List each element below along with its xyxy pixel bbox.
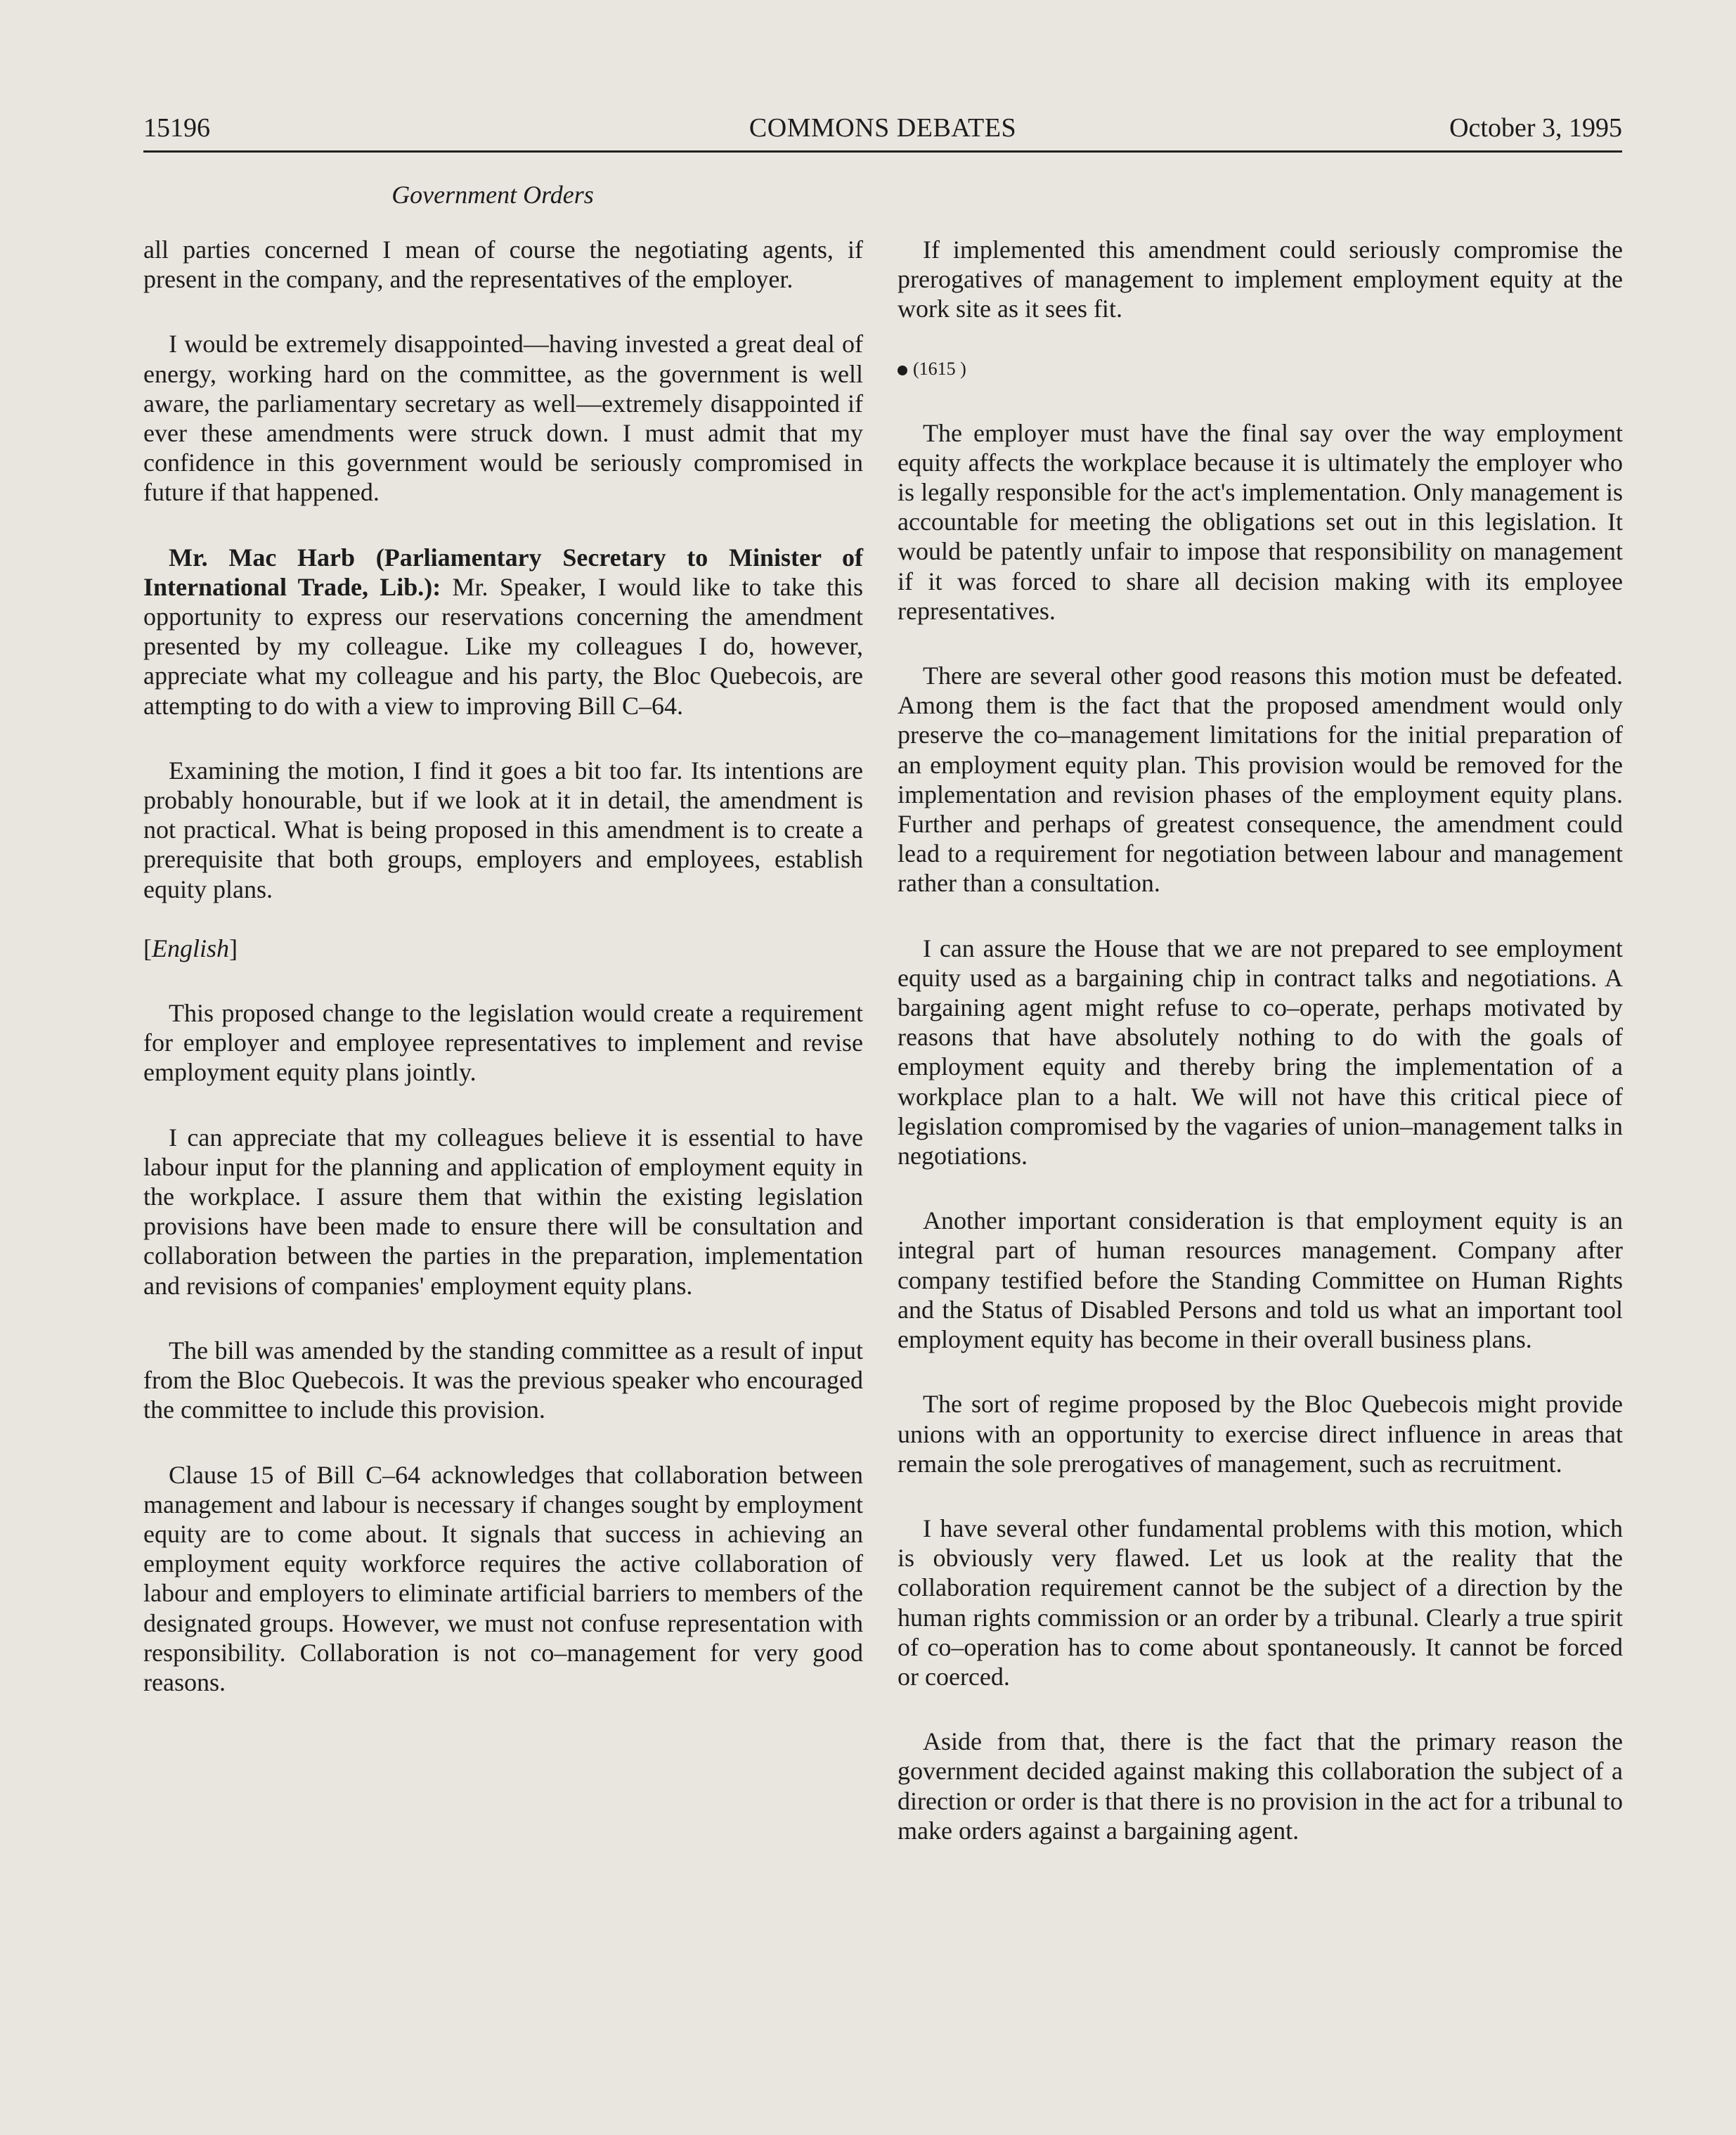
time-marker <box>898 355 1623 383</box>
bullet-icon <box>898 366 907 375</box>
paragraph: The sort of regime proposed by the Bloc Quebecois might provide unions with an opportunity to exercise direct influence in areas that remain the sole prerogatives of management, such as recruitment. <box>898 1390 1623 1478</box>
paragraph: The bill was amended by the standing committee as a result of input from the Bloc Quebecois. It was the previous speaker who encouraged the committee to include this provision. <box>143 1336 863 1424</box>
speech-text: Mr. Speaker, I would like to take this opportunity to express our reservations concerning the amendment presented by my colleague. Like my colleagues I do, however, appreciate what my colleague and his party, the Bloc Quebecois, are attempting to do with a view to improving Bill C–64. <box>143 572 863 720</box>
page-number: 15196 <box>143 113 210 143</box>
paragraph: Another important consideration is that employment equity is an integral part of human resources management. Company after company testified before the Standing Committee on Human Rights and the Status of Disabled Persons and told us what an important tool employment equity has become in their overall business plans. <box>898 1206 1623 1354</box>
paragraph: Examining the motion, I find it goes a bit too far. Its intentions are probably honourable, but if we look at it in detail, the amendment is not practical. What is being proposed in this amendment is to create a prerequisite that both groups, employers and employees, establish equity plans. <box>143 756 863 903</box>
left-column <box>143 235 863 1697</box>
right-column <box>898 235 1623 1845</box>
bracket: ] <box>229 934 238 962</box>
section-heading: Government Orders <box>391 181 594 209</box>
paragraph: Aside from that, there is the fact that the primary reason the government decided against making this collaboration the subject of a direction or order is that there is no provision in the act for a tribunal to make orders against a bargaining agent. <box>898 1727 1623 1845</box>
paragraph: I would be extremely disappointed—having invested a great deal of energy, working hard on the committee, as the government is well aware, the parliamentary secretary as well—extremely disappointed if ever these amendments were struck down. I must admit that my confidence in this government would be seriously compromised in future if that happened. <box>143 330 863 507</box>
paragraph: If implemented this amendment could seriously compromise the prerogatives of management to implement employment equity at the work site as it sees fit. <box>898 236 1623 323</box>
paragraph: There are several other good reasons this motion must be defeated. Among them is the fact that the proposed amendment would only preserve the co–management limitations for the initial preparation of an employment equity plan. This provision would be removed for the implementation and revision phases of the employment equity plans. Further and perhaps of greatest consequence, the amendment could lead to a requirement for negotiation between labour and management rather than a consultation. <box>898 662 1623 898</box>
paragraph: Clause 15 of Bill C–64 acknowledges that collaboration between management and labour is necessary if changes sought by employment equity are to come about. It signals that success in achieving an employment equity workforce requires the active collaboration of labour and employers to eliminate artificial barriers to members of the designated groups. However, we must not confuse representation with responsibility. Collaboration is not co–management for very good reasons. <box>143 1460 863 1696</box>
paragraph: I have several other fundamental problems with this motion, which is obviously very flawed. Let us look at the reality that the collaboration requirement cannot be the subject of a direction by the human rights commission or an order by a tribunal. Clearly a true spirit of co–operation has to come about spontaneously. It cannot be forced or coerced. <box>898 1514 1623 1691</box>
paragraph: I can appreciate that my colleagues believe it is essential to have labour input for the planning and application of employment equity in the workplace. I assure them that within the existing legislation provisions have been made to ensure there will be consultation and collaboration between the parties in the preparation, implementation and revisions of companies' employment equity plans. <box>143 1123 863 1300</box>
time-stamp: (1615 ) <box>913 358 966 379</box>
paragraph: I can assure the House that we are not prepared to see employment equity used as a bargaining chip in contract talks and negotiations. A bargaining agent might refuse to co–operate, perhaps motivated by reasons that have absolutely nothing to do with the goals of employment equity and thereby bring the implementation of a workplace plan to a halt. We will not have this critical piece of legislation compromised by the vagaries of union–management talks in negotiations. <box>898 934 1623 1170</box>
paragraph: This proposed change to the legislation would create a requirement for employer and employee representatives to implement and revise employment equity plans jointly. <box>143 999 863 1087</box>
bracket: [ <box>143 934 152 962</box>
paragraph <box>143 543 863 721</box>
header-divider <box>143 150 1622 153</box>
language-label: English <box>152 934 230 962</box>
speaker-name: Mr. Mac Harb (Parliamentary Secretary to Minister of International Trade, Lib.): <box>143 543 863 601</box>
paragraph: The employer must have the final say over the way employment equity affects the workplace because it is ultimately the employer who is legally responsible for the act's implementation. Only management is accountable for meeting the obligations set out in this legislation. It would be patently unfair to impose that responsibility on management if it was forced to share all decision making with its employee representatives. <box>898 418 1623 625</box>
language-marker <box>143 934 863 963</box>
page-header <box>143 107 1622 149</box>
publication-date: October 3, 1995 <box>1449 113 1622 143</box>
paragraph: all parties concerned I mean of course the negotiating agents, if present in the company, and the representatives of the employer. <box>143 236 863 294</box>
publication-title: COMMONS DEBATES <box>749 113 1017 143</box>
